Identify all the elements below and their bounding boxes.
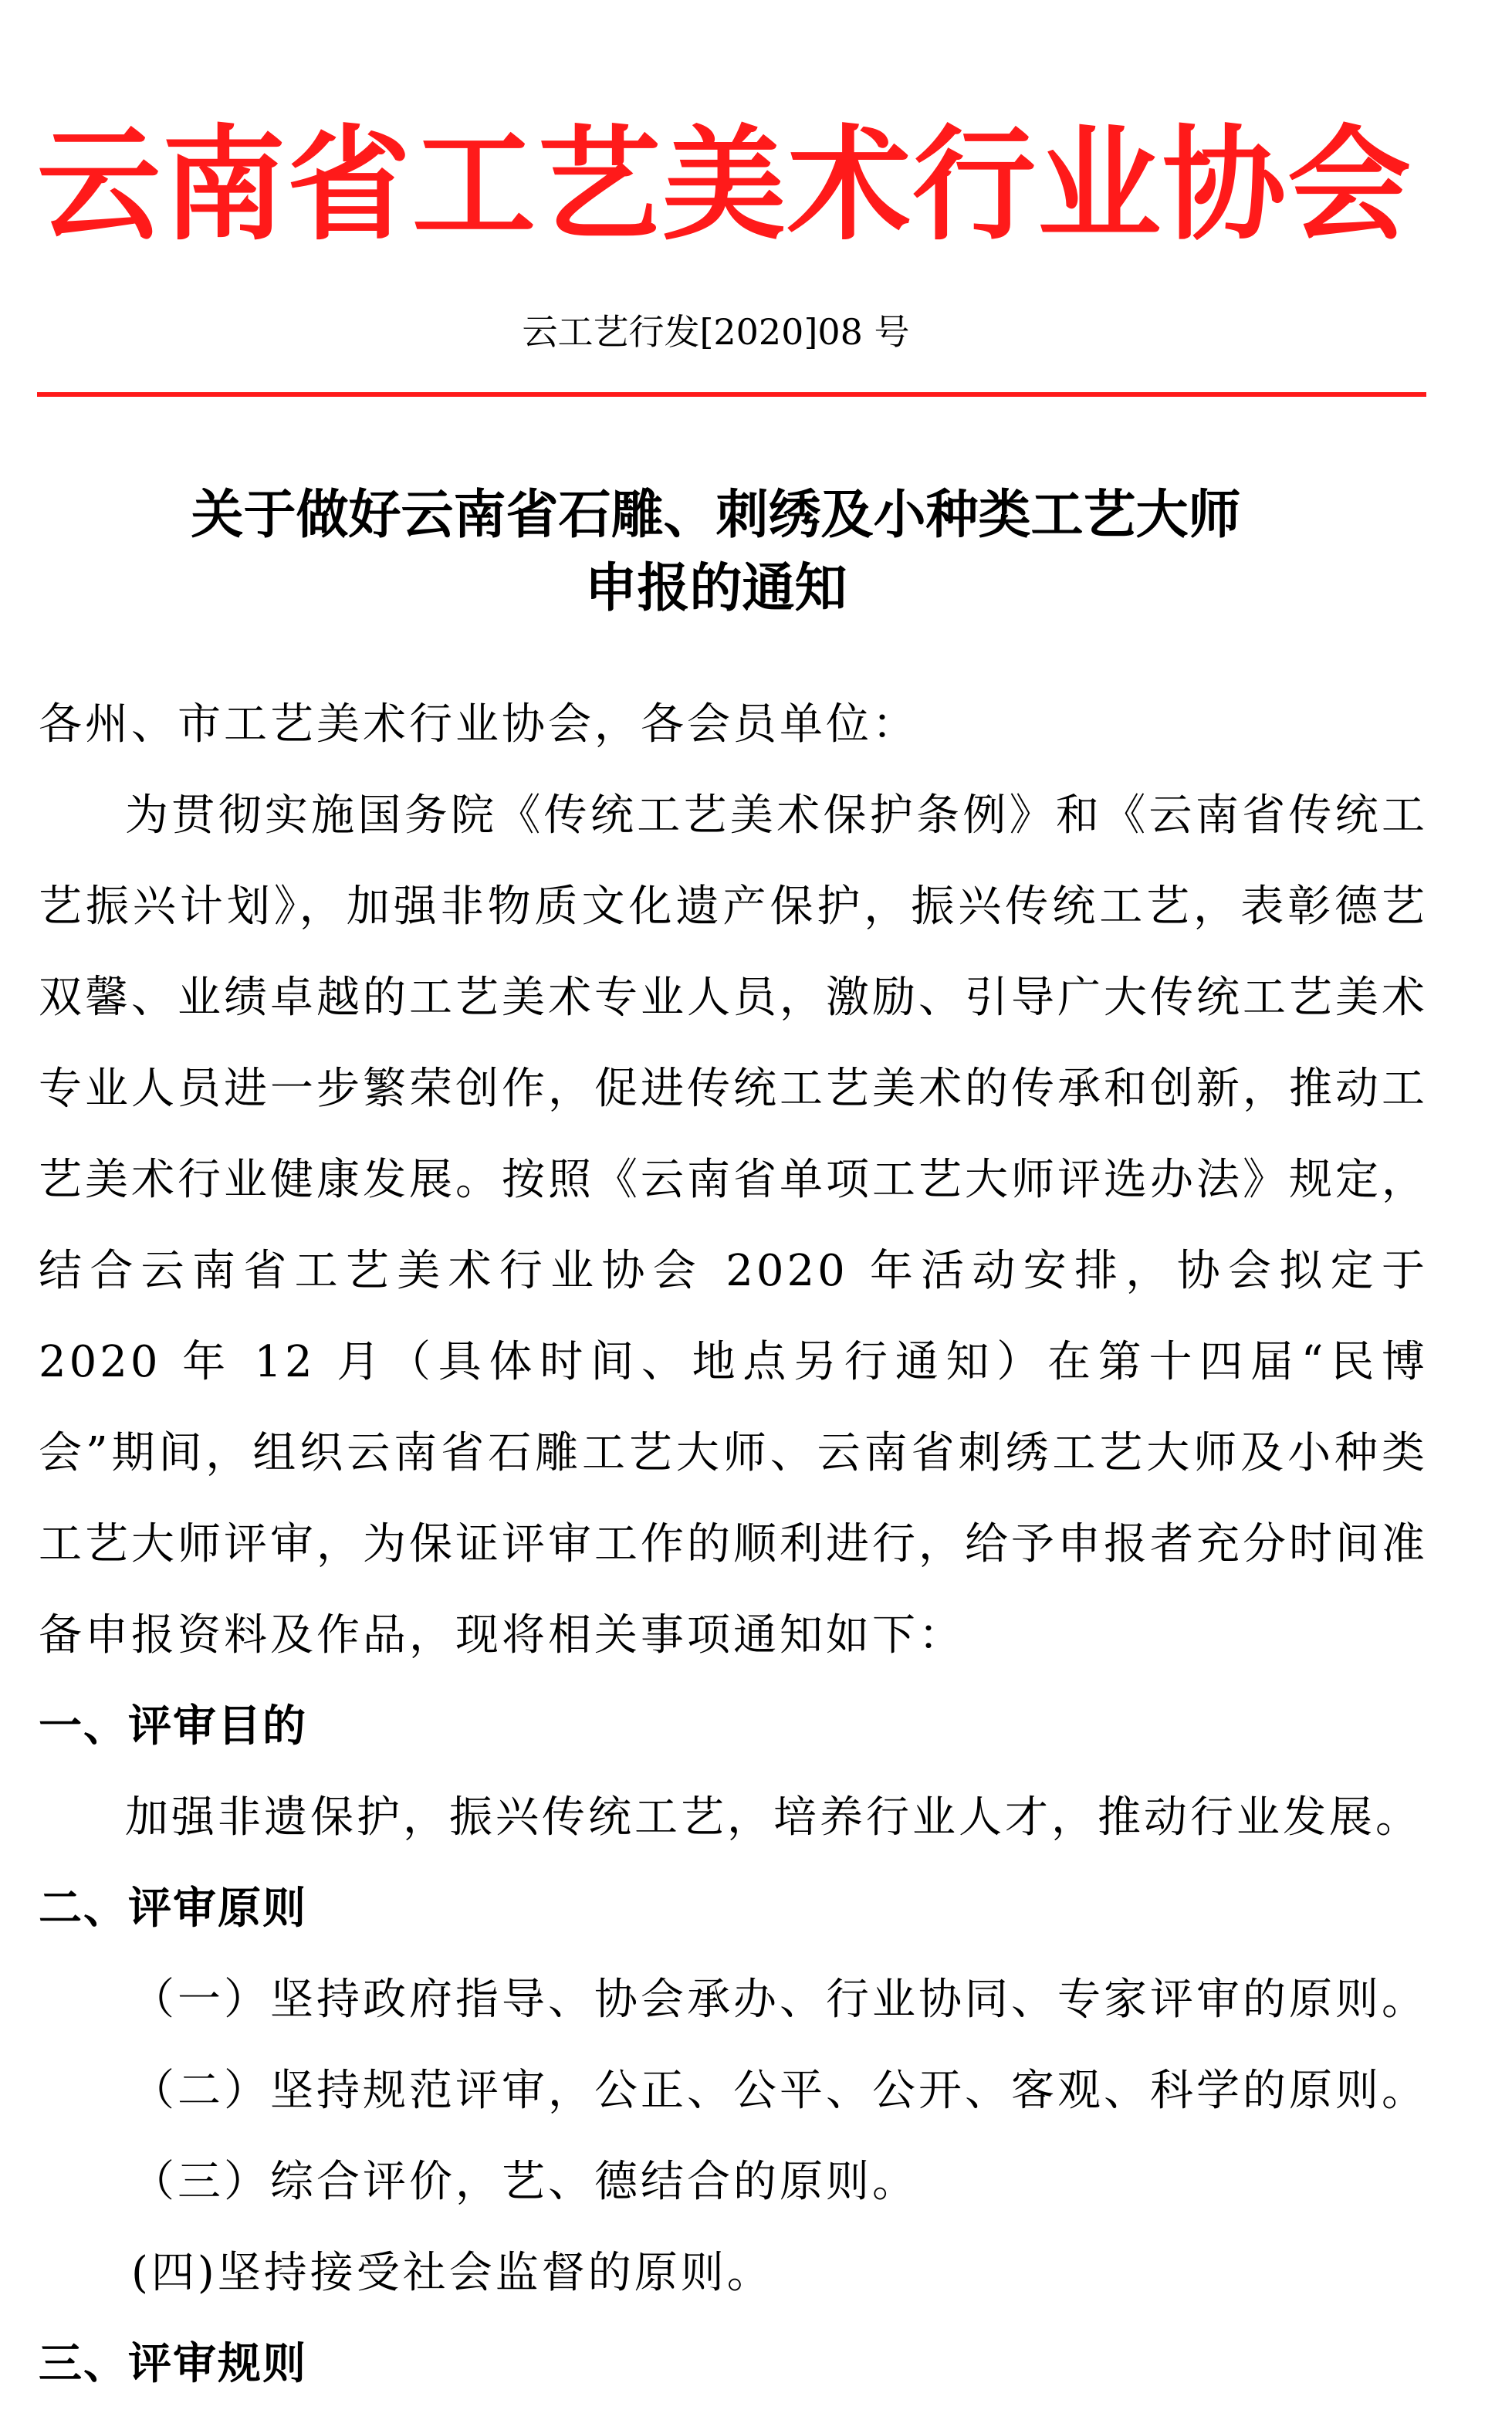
organization-title: 云南省工艺美术行业协会 bbox=[37, 113, 1413, 257]
notice-title-line-1: 关于做好云南省石雕、刺绣及小种类工艺大师 bbox=[191, 485, 1241, 546]
notice-title-line-2: 申报的通知 bbox=[584, 558, 847, 619]
salutation: 各州、市工艺美术行业协会，各会员单位： bbox=[39, 699, 918, 750]
principle-item: （二）坚持规范评审，公正、公平、公开、客观、科学的原则。 bbox=[131, 2066, 1428, 2116]
header-divider bbox=[37, 392, 1426, 397]
section-purpose-text: 加强非遗保护，振兴传统工艺，培养行业人才，推动行业发展。 bbox=[125, 1792, 1422, 1843]
principle-item: （三）综合评价，艺、德结合的原则。 bbox=[131, 2157, 918, 2207]
section-heading-principles: 二、评审原则 bbox=[39, 1884, 307, 1934]
notice-title bbox=[0, 479, 1432, 625]
section-heading-rules: 三、评审规则 bbox=[39, 2339, 307, 2389]
document-body bbox=[39, 679, 1428, 2410]
principle-item: （一）坚持政府指导、协会承办、行业协同、专家评审的原则。 bbox=[131, 1975, 1428, 2025]
section-heading-purpose: 一、评审目的 bbox=[39, 1701, 307, 1752]
intro-paragraph: 为贯彻实施国务院《传统工艺美术保护条例》和《云南省传统工艺振兴计划》，加强非物质文化遗产保护，振兴传统工艺，表彰德艺双馨、业绩卓越的工艺美术专业人员，激励、引导广大传统工艺美术专业人员进一步繁荣创作，促进传统工艺美术的传承和创新，推动工艺美术行业健康发展。按照《云南省单项工艺大师评选办法》规定，结合云南省工艺美术行业协会 2020 年活动安排，协会拟定于 2020 年 12 月（具体时间、地点另行通知）在第十四届“民博会”期间，组织云南省石雕工艺大师、云南省刺绣工艺大师及小种类工艺大师评审，为保证评审工作的顺利进行，给予申报者充分时间准备申报资料及作品，现将相关事项通知如下： bbox=[39, 790, 1428, 1660]
document-number: 云工艺行发[2020]08 号 bbox=[522, 311, 910, 353]
principle-item: (四)坚持接受社会监督的原则。 bbox=[131, 2248, 773, 2298]
